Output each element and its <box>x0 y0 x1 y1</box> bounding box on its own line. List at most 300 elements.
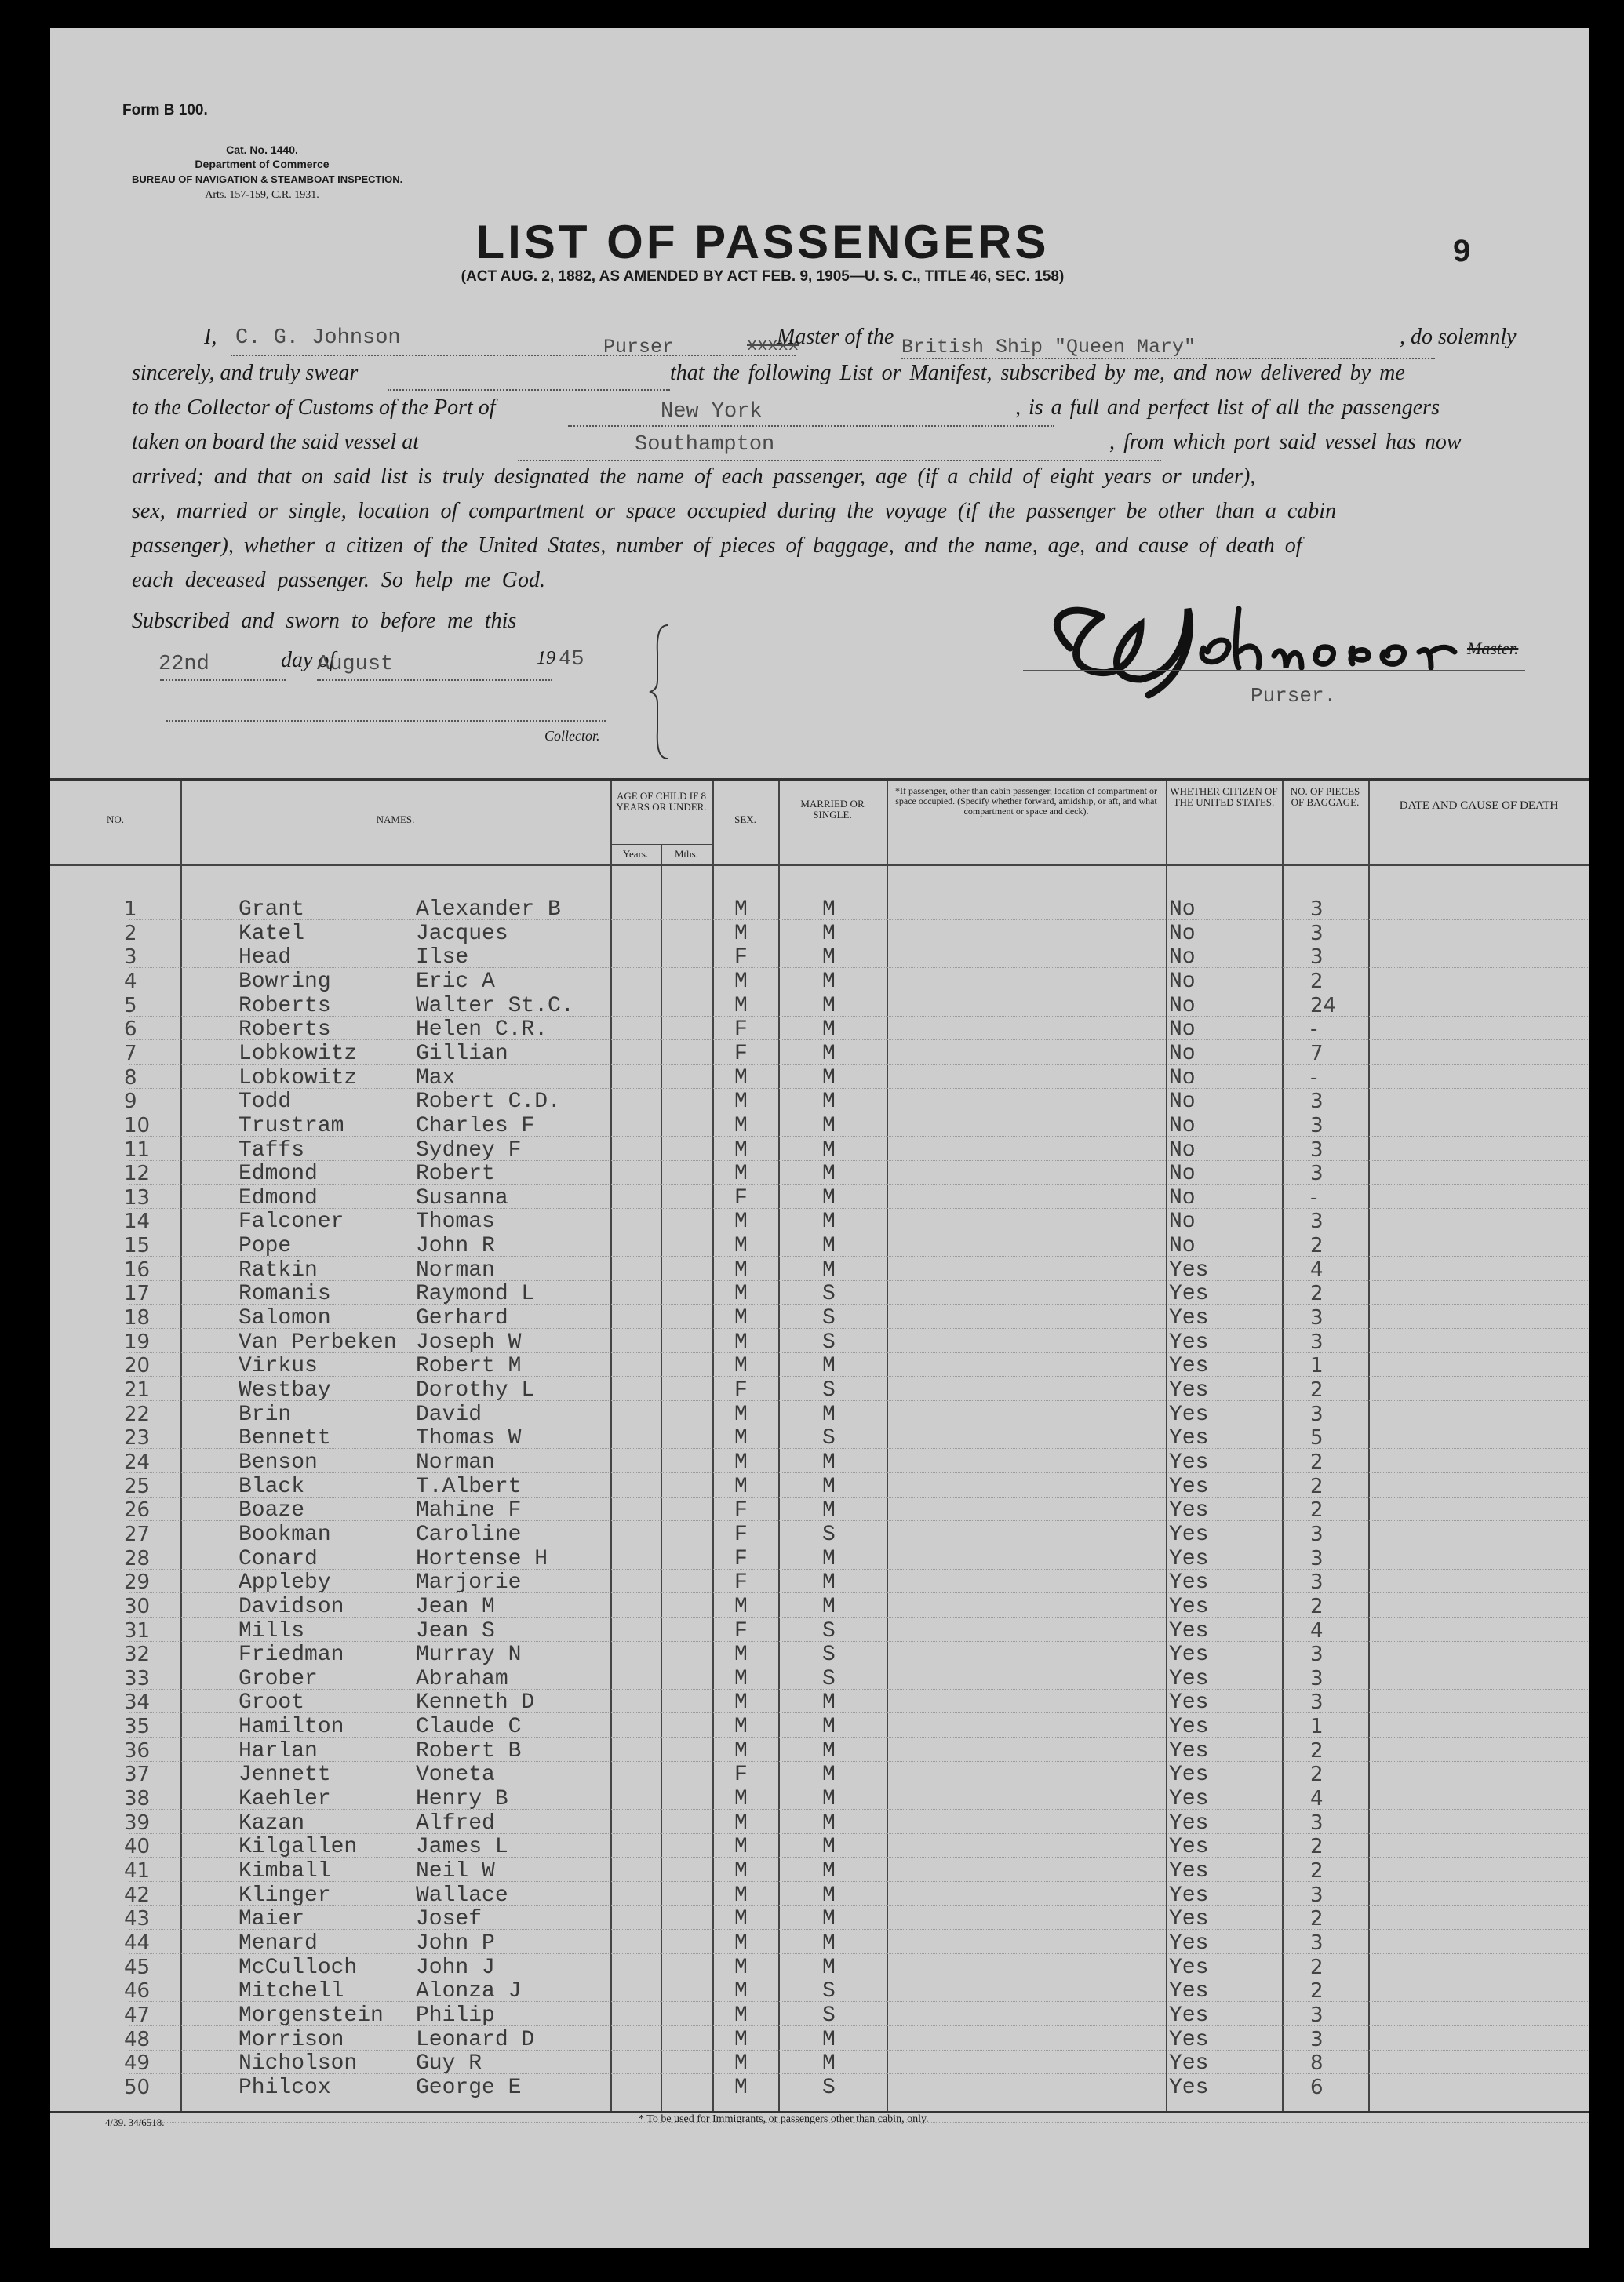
citizen-cell: Yes <box>1169 1570 1209 1596</box>
sex-cell: F <box>734 1763 748 1788</box>
table-row <box>50 1138 1589 1162</box>
master-label: Master. <box>1467 639 1519 658</box>
citizen-cell: Yes <box>1169 1330 1209 1355</box>
header-baggage: NO. OF PIECES OF BAGGAGE. <box>1290 785 1360 808</box>
surname-cell: Westbay <box>239 1378 331 1403</box>
table-row <box>50 2004 1589 2027</box>
given-name-cell: Helen C.R. <box>416 1017 548 1043</box>
baggage-cell: 3 <box>1310 1811 1324 1835</box>
citizen-cell: Yes <box>1169 1378 1209 1403</box>
baggage-cell: 2 <box>1310 1955 1324 1979</box>
sex-cell: F <box>734 945 748 970</box>
row-rule <box>129 1208 1589 1209</box>
oath-text: each deceased passenger. So help me God. <box>132 568 545 592</box>
given-name-cell: Dorothy L <box>416 1378 535 1403</box>
department: Department of Commerce <box>195 158 330 170</box>
row-rule <box>129 1328 1589 1329</box>
row-number: 15 <box>124 1234 151 1258</box>
marital-status-cell: M <box>822 1210 836 1235</box>
baggage-cell: 3 <box>1310 1691 1324 1715</box>
surname-cell: Taffs <box>239 1137 305 1163</box>
header-citizen: WHETHER CITIZEN OF THE UNITED STATES. <box>1170 785 1278 808</box>
table-row <box>50 2076 1589 2099</box>
sex-cell: M <box>734 1979 748 2004</box>
oath-text: passenger), whether a citizen of the United States, number of pieces of baggage, and the name, age, and cause of death of <box>132 533 1302 558</box>
fill-line <box>388 389 670 391</box>
rank: Purser <box>603 336 675 358</box>
given-name-cell: Josef <box>416 1907 482 1932</box>
row-number: 14 <box>124 1210 151 1234</box>
row-rule <box>129 1833 1589 1834</box>
oath-text: sex, married or single, location of compartment or space occupied during the voyage (if the passenger be other than a cabin <box>132 499 1337 523</box>
row-number: 24 <box>124 1450 151 1474</box>
sex-cell: F <box>734 1017 748 1043</box>
marital-status-cell: M <box>822 1715 836 1740</box>
surname-cell: Brin <box>239 1402 292 1427</box>
citizen-cell: Yes <box>1169 2051 1209 2076</box>
marital-status-cell: M <box>822 921 836 946</box>
given-name-cell: Robert <box>416 1162 495 1187</box>
oath-text: that the following List or Manifest, subscribed by me, and now delivered by me <box>670 361 1405 385</box>
baggage-cell: - <box>1310 1017 1318 1042</box>
brace <box>648 621 679 762</box>
page-title: LIST OF PASSENGERS <box>475 216 1050 268</box>
sex-cell: F <box>734 1378 748 1403</box>
citizen-cell: Yes <box>1169 1859 1209 1883</box>
surname-cell: Morrison <box>239 2027 344 2052</box>
row-rule <box>129 1064 1589 1065</box>
sex-cell: F <box>734 1546 748 1571</box>
table-row <box>50 1114 1589 1137</box>
row-rule <box>129 1400 1589 1401</box>
given-name-cell: T.Albert <box>416 1474 522 1499</box>
oath-text: arrived; and that on said list is truly designated the name of each passenger, age (if a child of eight years or under), <box>132 464 1256 489</box>
marital-status-cell: M <box>822 1450 836 1475</box>
baggage-cell: 6 <box>1310 2075 1324 2099</box>
surname-cell: Groot <box>239 1691 305 1716</box>
citizen-cell: Yes <box>1169 1306 1209 1331</box>
given-name-cell: Wallace <box>416 1883 508 1908</box>
marital-status-cell: M <box>822 1498 836 1523</box>
baggage-cell: 7 <box>1310 1041 1324 1065</box>
citizen-cell: No <box>1169 1162 1196 1187</box>
table-row <box>50 1835 1589 1858</box>
surname-cell: Edmond <box>239 1185 318 1210</box>
baggage-cell: 2 <box>1310 1859 1324 1883</box>
row-number: 16 <box>124 1257 151 1282</box>
header-sex: SEX. <box>734 813 756 825</box>
sex-cell: M <box>734 2075 748 2100</box>
row-rule <box>129 1136 1589 1137</box>
footnote: * To be used for Immigrants, or passengers other than cabin, only. <box>639 2113 929 2125</box>
given-name-cell: Robert M <box>416 1354 522 1379</box>
baggage-cell: - <box>1310 1185 1318 1210</box>
surname-cell: Roberts <box>239 1017 331 1043</box>
citizen-cell: Yes <box>1169 1907 1209 1932</box>
table-row <box>50 1931 1589 1955</box>
row-number: 31 <box>124 1618 151 1643</box>
baggage-cell: 3 <box>1310 1522 1324 1546</box>
marital-status-cell: S <box>822 2075 836 2100</box>
row-rule <box>129 2073 1589 2074</box>
citizen-cell: Yes <box>1169 1955 1209 1980</box>
baggage-cell: 4 <box>1310 1618 1324 1643</box>
table-row <box>50 994 1589 1017</box>
header-married: MARRIED OR SINGLE. <box>800 798 865 821</box>
citizen-cell: Yes <box>1169 1691 1209 1716</box>
sex-cell: M <box>734 1402 748 1427</box>
row-rule <box>129 1039 1589 1040</box>
row-rule <box>129 1016 1589 1017</box>
marital-status-cell: M <box>822 1354 836 1379</box>
row-rule <box>129 1881 1589 1882</box>
row-number: 3 <box>124 945 137 970</box>
surname-cell: Benson <box>239 1450 318 1475</box>
baggage-cell: 3 <box>1310 1643 1324 1667</box>
table-top-rule <box>50 778 1589 781</box>
surname-cell: Pope <box>239 1234 292 1259</box>
given-name-cell: Gerhard <box>416 1306 508 1331</box>
surname-cell: Virkus <box>239 1354 318 1379</box>
row-number: 26 <box>124 1498 151 1523</box>
table-row <box>50 2051 1589 2075</box>
surname-cell: Bennett <box>239 1426 331 1451</box>
sex-cell: F <box>734 1618 748 1643</box>
sex-cell: M <box>734 2027 748 2052</box>
given-name-cell: Jean S <box>416 1618 495 1643</box>
citizen-cell: No <box>1169 945 1196 970</box>
marital-status-cell: S <box>822 2003 836 2028</box>
citizen-cell: Yes <box>1169 1594 1209 1619</box>
surname-cell: Van Perbeken <box>239 1330 397 1355</box>
fill-line <box>231 355 796 356</box>
marital-status-cell: M <box>822 1763 836 1788</box>
row-rule <box>129 1497 1589 1498</box>
row-rule <box>129 1280 1589 1281</box>
baggage-cell: - <box>1310 1065 1318 1090</box>
citizen-cell: Yes <box>1169 1402 1209 1427</box>
row-number: 33 <box>124 1666 151 1691</box>
baggage-cell: 5 <box>1310 1426 1324 1450</box>
page-number: 9 <box>1453 234 1471 268</box>
header-age: AGE OF CHILD IF 8 YEARS OR UNDER. <box>616 790 707 813</box>
sex-cell: M <box>734 1474 748 1499</box>
row-rule <box>129 919 1589 920</box>
citizen-cell: Yes <box>1169 1811 1209 1836</box>
sex-cell: M <box>734 1306 748 1331</box>
table-row <box>50 1907 1589 1931</box>
baggage-cell: 3 <box>1310 945 1324 970</box>
row-rule <box>129 1809 1589 1810</box>
given-name-cell: Mahine F <box>416 1498 522 1523</box>
row-rule <box>129 1184 1589 1185</box>
ship-name: British Ship "Queen Mary" <box>901 336 1196 358</box>
row-number: 29 <box>124 1570 151 1595</box>
sex-cell: M <box>734 1955 748 1980</box>
given-name-cell: Norman <box>416 1450 495 1475</box>
baggage-cell: 4 <box>1310 1257 1324 1282</box>
citizen-cell: Yes <box>1169 1474 1209 1499</box>
catalog-number: Cat. No. 1440. <box>226 144 298 156</box>
sex-cell: M <box>734 2051 748 2076</box>
marital-status-cell: M <box>822 1162 836 1187</box>
row-rule <box>129 1617 1589 1618</box>
marital-status-cell: M <box>822 2051 836 2076</box>
oath-text: sincerely, and truly swear <box>132 361 359 385</box>
header-death: DATE AND CAUSE OF DEATH <box>1399 799 1559 812</box>
oath-text: I, <box>204 325 217 349</box>
given-name-cell: Caroline <box>416 1522 522 1547</box>
row-rule <box>129 1905 1589 1906</box>
surname-cell: Salomon <box>239 1306 331 1331</box>
surname-cell: Harlan <box>239 1738 318 1763</box>
fill-line <box>568 425 1054 427</box>
baggage-cell: 3 <box>1310 1546 1324 1570</box>
given-name-cell: Claude C <box>416 1715 522 1740</box>
surname-cell: Philcox <box>239 2075 331 2100</box>
sex-cell: F <box>734 1498 748 1523</box>
row-number: 9 <box>124 1090 137 1114</box>
oath-text: , from which port said vessel has now <box>1109 430 1462 454</box>
surname-cell: Klinger <box>239 1883 331 1908</box>
baggage-cell: 3 <box>1310 1883 1324 1907</box>
baggage-cell: 3 <box>1310 1137 1324 1162</box>
surname-cell: Nicholson <box>239 2051 358 2076</box>
sex-cell: M <box>734 1883 748 1908</box>
given-name-cell: Alfred <box>416 1811 495 1836</box>
given-name-cell: Robert C.D. <box>416 1090 561 1115</box>
surname-cell: Black <box>239 1474 305 1499</box>
sex-cell: M <box>734 1162 748 1187</box>
surname-cell: Boaze <box>239 1498 305 1523</box>
header-compartment: *If passenger, other than cabin passenger, location of compartment or space occupied. (Specify whether forward, amidship, or aft, and what compartment or space and deck). <box>895 785 1157 817</box>
table-row <box>50 1017 1589 1041</box>
port: New York <box>661 400 763 424</box>
citizen-cell: Yes <box>1169 1450 1209 1475</box>
row-number: 5 <box>124 993 137 1017</box>
row-rule <box>129 1641 1589 1642</box>
surname-cell: Menard <box>239 1931 318 1956</box>
citizen-cell: No <box>1169 1137 1196 1163</box>
row-rule <box>129 1761 1589 1762</box>
citizen-cell: Yes <box>1169 1354 1209 1379</box>
table-row <box>50 1258 1589 1282</box>
baggage-cell: 3 <box>1310 1090 1324 1114</box>
table-row <box>50 1450 1589 1474</box>
surname-cell: McCulloch <box>239 1955 358 1980</box>
baggage-cell: 3 <box>1310 1113 1324 1137</box>
surname-cell: Roberts <box>239 993 331 1018</box>
row-number: 32 <box>124 1643 151 1667</box>
row-rule <box>129 2050 1589 2051</box>
row-rule <box>129 1352 1589 1353</box>
baggage-cell: 2 <box>1310 1474 1324 1498</box>
fill-line <box>160 679 286 681</box>
sworn-month: August <box>317 653 394 676</box>
row-rule <box>129 1737 1589 1738</box>
table-row <box>50 1234 1589 1257</box>
fill-line <box>317 679 552 681</box>
surname-cell: Appleby <box>239 1570 331 1596</box>
table-row <box>50 1282 1589 1305</box>
row-rule <box>129 1376 1589 1377</box>
row-number: 22 <box>124 1402 151 1426</box>
sex-cell: M <box>734 1450 748 1475</box>
marital-status-cell: S <box>822 1979 836 2004</box>
marital-status-cell: M <box>822 1185 836 1210</box>
sex-cell: M <box>734 1787 748 1812</box>
sex-cell: M <box>734 1835 748 1860</box>
marital-status-cell: M <box>822 1907 836 1932</box>
given-name-cell: Norman <box>416 1257 495 1283</box>
sex-cell: M <box>734 1426 748 1451</box>
baggage-cell: 2 <box>1310 1738 1324 1763</box>
given-name-cell: Joseph W <box>416 1330 522 1355</box>
header-names: NAMES. <box>376 813 415 825</box>
marital-status-cell: S <box>822 1666 836 1691</box>
departure-port: Southampton <box>635 433 775 457</box>
baggage-cell: 3 <box>1310 921 1324 945</box>
marital-status-cell: M <box>822 993 836 1018</box>
table-row <box>50 1498 1589 1522</box>
given-name-cell: Philip <box>416 2003 495 2028</box>
baggage-cell: 3 <box>1310 1210 1324 1234</box>
baggage-cell: 3 <box>1310 1306 1324 1330</box>
row-number: 50 <box>124 2075 151 2099</box>
citizen-cell: No <box>1169 1090 1196 1115</box>
row-rule <box>129 2001 1589 2002</box>
citizen-cell: No <box>1169 969 1196 994</box>
master-name: C. G. Johnson <box>235 326 401 350</box>
table-row <box>50 1210 1589 1233</box>
sex-cell: M <box>734 1113 748 1138</box>
row-number: 41 <box>124 1859 151 1883</box>
baggage-cell: 2 <box>1310 1498 1324 1523</box>
table-row <box>50 1715 1589 1738</box>
baggage-cell: 1 <box>1310 1354 1324 1378</box>
citizen-cell: Yes <box>1169 1546 1209 1571</box>
baggage-cell: 3 <box>1310 1666 1324 1691</box>
marital-status-cell: M <box>822 1234 836 1259</box>
day-of-text: day of <box>281 648 336 672</box>
sex-cell: M <box>734 969 748 994</box>
given-name-cell: Alexander B <box>416 897 561 922</box>
table-row <box>50 970 1589 993</box>
table-row <box>50 1042 1589 1065</box>
row-number: 44 <box>124 1931 151 1955</box>
marital-status-cell: M <box>822 1041 836 1066</box>
baggage-cell: 2 <box>1310 1594 1324 1618</box>
citizen-cell: No <box>1169 1065 1196 1090</box>
surname-cell: Kazan <box>239 1811 305 1836</box>
given-name-cell: Thomas W <box>416 1426 522 1451</box>
purser-label: Purser. <box>1251 684 1337 708</box>
table-row <box>50 1979 1589 2003</box>
marital-status-cell: M <box>822 1738 836 1763</box>
bureau: BUREAU OF NAVIGATION & STEAMBOAT INSPECTION. <box>132 173 403 185</box>
given-name-cell: Hortense H <box>416 1546 548 1571</box>
citizen-cell: Yes <box>1169 1715 1209 1740</box>
sex-cell: F <box>734 1522 748 1547</box>
baggage-cell: 3 <box>1310 1402 1324 1426</box>
table-row <box>50 1547 1589 1570</box>
row-rule <box>129 2025 1589 2026</box>
oath-text: , do solemnly <box>1400 325 1517 349</box>
marital-status-cell: M <box>822 897 836 922</box>
signature-line <box>1023 670 1525 671</box>
sex-cell: M <box>734 1137 748 1163</box>
surname-cell: Morgenstein <box>239 2003 384 2028</box>
given-name-cell: James L <box>416 1835 508 1860</box>
fill-line <box>166 720 606 722</box>
form-number: Form B 100. <box>122 102 208 118</box>
row-number: 6 <box>124 1017 137 1042</box>
citizen-cell: Yes <box>1169 1257 1209 1283</box>
given-name-cell: Gillian <box>416 1041 508 1066</box>
given-name-cell: David <box>416 1402 482 1427</box>
given-name-cell: John J <box>416 1955 495 1980</box>
given-name-cell: Charles F <box>416 1113 535 1138</box>
baggage-cell: 3 <box>1310 897 1324 921</box>
row-number: 39 <box>124 1811 151 1835</box>
sex-cell: F <box>734 1185 748 1210</box>
surname-cell: Bookman <box>239 1522 331 1547</box>
marital-status-cell: S <box>822 1643 836 1668</box>
citizen-cell: Yes <box>1169 1979 1209 2004</box>
row-number: 7 <box>124 1041 137 1065</box>
citizen-cell: Yes <box>1169 1835 1209 1860</box>
row-number: 36 <box>124 1738 151 1763</box>
citizen-cell: Yes <box>1169 1618 1209 1643</box>
row-number: 30 <box>124 1594 151 1618</box>
baggage-cell: 3 <box>1310 1931 1324 1955</box>
row-number: 38 <box>124 1787 151 1811</box>
row-rule <box>129 1689 1589 1690</box>
citizen-cell: No <box>1169 1185 1196 1210</box>
surname-cell: Kilgallen <box>239 1835 358 1860</box>
marital-status-cell: M <box>822 1570 836 1596</box>
sex-cell: M <box>734 1643 748 1668</box>
given-name-cell: John P <box>416 1931 495 1956</box>
given-name-cell: Abraham <box>416 1666 508 1691</box>
marital-status-cell: M <box>822 945 836 970</box>
marital-status-cell: M <box>822 1065 836 1090</box>
table-row <box>50 945 1589 969</box>
citizen-cell: No <box>1169 1017 1196 1043</box>
row-number: 13 <box>124 1185 151 1210</box>
header-no: NO. <box>106 813 125 825</box>
table-row <box>50 1523 1589 1546</box>
surname-cell: Mitchell <box>239 1979 344 2004</box>
row-number: 21 <box>124 1378 151 1402</box>
row-number: 20 <box>124 1354 151 1378</box>
row-number: 34 <box>124 1691 151 1715</box>
marital-status-cell: S <box>822 1378 836 1403</box>
citizen-cell: Yes <box>1169 2027 1209 2052</box>
sworn-day: 22nd <box>158 653 209 676</box>
citizen-cell: No <box>1169 993 1196 1018</box>
marital-status-cell: M <box>822 1017 836 1043</box>
row-rule <box>129 1857 1589 1858</box>
table-row <box>50 1595 1589 1618</box>
given-name-cell: Jacques <box>416 921 508 946</box>
surname-cell: Ratkin <box>239 1257 318 1283</box>
table-row <box>50 1426 1589 1450</box>
oath-text: , is a full and perfect list of all the passengers <box>1015 395 1440 420</box>
row-rule <box>129 1712 1589 1713</box>
row-number: 43 <box>124 1907 151 1931</box>
row-rule <box>129 1953 1589 1954</box>
